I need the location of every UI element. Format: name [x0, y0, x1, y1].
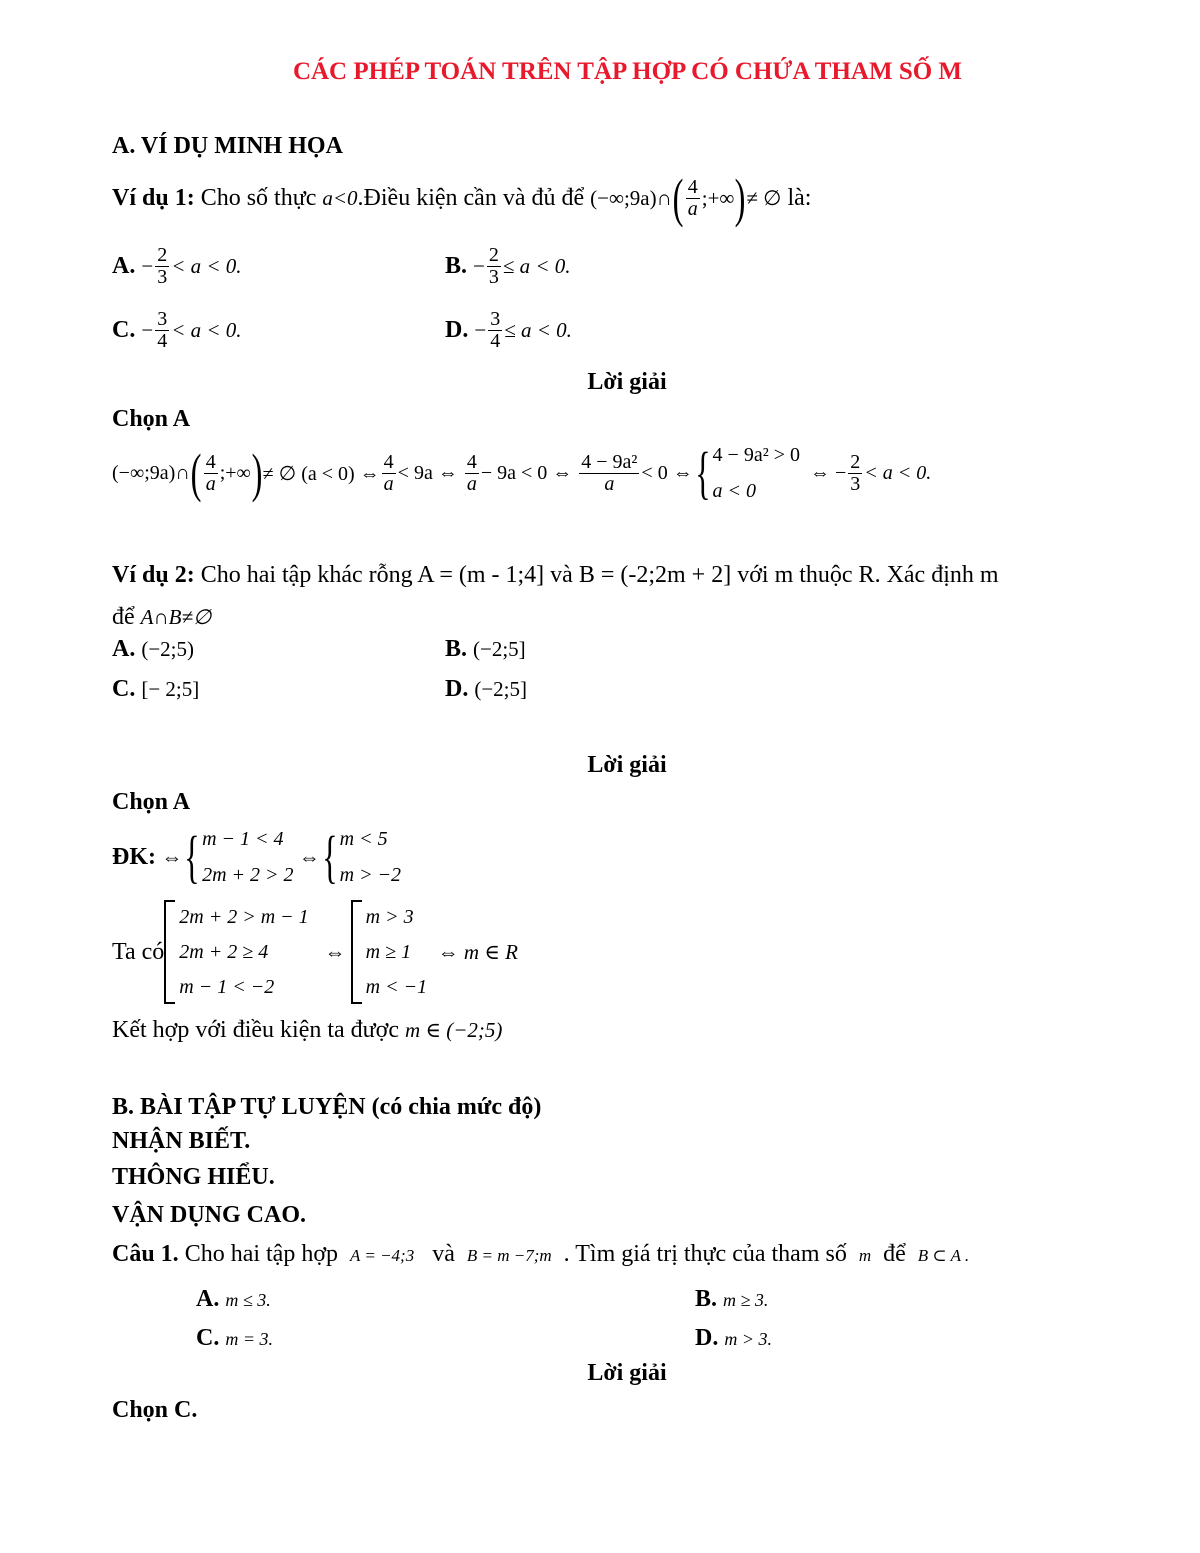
example-1-set: (−∞;9a)∩ [590, 185, 672, 210]
example-2-label: Ví dụ 2: [112, 562, 195, 588]
ex2-option-a: A. (−2;5) [112, 636, 195, 662]
option-a: A. − $\frac{2}{3}$ < a < 0. [112, 243, 242, 288]
ex2-option-b: B. (−2;5] [445, 636, 526, 662]
section-a-heading: A. VÍ DỤ MINH HỌA [112, 133, 343, 159]
q1-option-c: C. m = 3. [196, 1325, 273, 1351]
example-1-label: Ví dụ 1: [112, 184, 195, 211]
combine-conclusion: Kết hợp với điều kiện ta được m ∈ (−2;5) [112, 1017, 503, 1043]
left-paren: ( [672, 168, 684, 228]
fraction: $\frac{4}{a}$ [687, 175, 698, 220]
example-1-neq: ≠ ∅ [746, 185, 782, 210]
example-1-solution-steps: (−∞;9a)∩ ( $\frac{4}{a}$ ;+∞ ) ≠ ∅ (a < 0) ⇔ $\frac{4}{a}$ < 9a ⇔ $\frac{4}{a}$ − 9a < 0 ⇔ $\frac{\text{4 − 9a²}}{a}$ < 0 ⇔ { 4 − 9a² > 0 a < 0 ⇔ − $\frac{2}{3}$ < a < 0. [112, 440, 932, 505]
taco-system: Ta có 2m + 2 > m − 1 2m + 2 ≥ 4 m − 1 < −2 ⇔ m > 3 m ≥ 1 m < −1 ⇔ m ∈ R [112, 898, 518, 1006]
right-paren: ) [735, 168, 746, 228]
page-title: CÁC PHÉP TOÁN TRÊN TẬP HỢP CÓ CHỨA THAM SỐ M [292, 58, 963, 85]
level-1: NHẬN BIẾT. [112, 1128, 251, 1154]
solution-heading-3: Lời giải [587, 1360, 667, 1386]
example-1-mid: .Điều kiện cần và đủ để [357, 184, 585, 211]
example-1-rest: ;+∞ [701, 185, 735, 210]
q1-option-b: B. m ≥ 3. [695, 1286, 769, 1312]
solution-heading-1: Lời giải [587, 369, 667, 395]
section-b-heading: B. BÀI TẬP TỰ LUYỆN (có chia mức độ) [112, 1094, 542, 1120]
level-3: VẬN DỤNG CAO. [112, 1202, 306, 1228]
level-2: THÔNG HIỂU. [112, 1164, 275, 1190]
condition-system: ĐK: ⇔ { m − 1 < 4 2m + 2 > 2 ⇔ { m < 5 m > −2 [112, 824, 402, 889]
ex2-option-c: C. [− 2;5] [112, 676, 200, 702]
example-2-line2: để A∩B≠∅ [112, 604, 212, 630]
q1-option-d: D. m > 3. [695, 1325, 772, 1351]
question-1: Câu 1. Cho hai tập hợp A = −4;3 và B = m −7;m . Tìm giá trị thực của tham số m để B ⊂ A . [112, 1241, 970, 1267]
example-1-condition: a<0 [322, 185, 358, 210]
bracket-right [351, 900, 362, 1004]
solution-heading-2: Lời giải [587, 752, 667, 778]
example-2-question [112, 562, 999, 589]
example-2-text: Cho hai tập khác rỗng A = (m - 1;4] và B = (-2;2m + 2] với m thuộc R. Xác định m [200, 562, 999, 588]
option-b: B. − $\frac{2}{3}$ ≤ a < 0. [445, 243, 571, 288]
example-1-prefix: Cho số thực [200, 184, 317, 211]
bracket-left [164, 900, 175, 1004]
q1-option-a: A. m ≤ 3. [196, 1286, 271, 1312]
choose-answer-3: Chọn C. [112, 1397, 198, 1423]
option-d: D. − $\frac{3}{4}$ ≤ a < 0. [445, 307, 572, 352]
example-1-question [112, 168, 811, 228]
ex2-option-d: D. (−2;5] [445, 676, 528, 702]
choose-answer-2: Chọn A [112, 789, 191, 815]
choose-answer-1: Chọn A [112, 406, 191, 432]
example-1-suffix: là: [787, 184, 812, 211]
option-c: C. − $\frac{3}{4}$ < a < 0. [112, 307, 242, 352]
